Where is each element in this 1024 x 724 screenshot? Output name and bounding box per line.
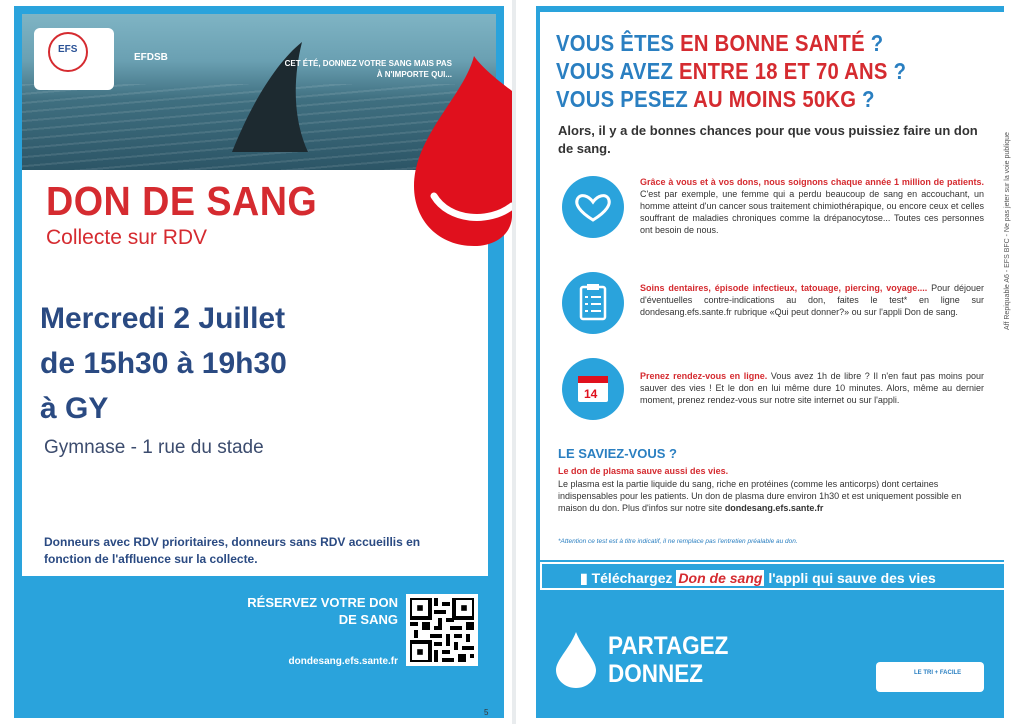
did-you-know-heading: LE SAVIEZ-VOUS ? <box>558 446 677 461</box>
water-drop-icon <box>556 632 596 688</box>
qr-code-icon <box>410 598 474 662</box>
clipboard-icon <box>562 272 624 334</box>
right-page <box>516 0 1024 724</box>
efs-logo-text: EFS <box>58 44 78 55</box>
efdsb-logo-text: EFDSB <box>134 52 168 63</box>
paragraph-appointment: Prenez rendez-vous en ligne. Vous avez 1h de libre ? Il n'en faut pas moins pour sauver des vies ! Et le don en lui même dure 10 minutes. Alors, même au dernier moment, prenez rendez-vous sur notre site internet ou sur l'appli. <box>640 371 984 405</box>
question-age: VOUS AVEZ ENTRE 18 ET 70 ANS ? <box>556 58 907 84</box>
website-link[interactable]: dondesang.efs.sante.fr <box>288 656 398 667</box>
recycling-logo-text: LE TRI + FACILE <box>914 670 962 676</box>
event-time: de 15h30 à 19h30 <box>40 347 287 380</box>
hands-heart-icon <box>562 176 624 238</box>
page-number: 5 <box>484 708 489 717</box>
event-date <box>40 296 287 431</box>
download-app-text[interactable]: ▮ Téléchargez Don de sang l'appli qui sauve des vies <box>580 570 936 586</box>
calendar-icon <box>562 358 624 420</box>
vertical-legal-text: Aff Repiquable A6 - EFS BFC - Ne pas jeter sur la voie publique <box>1004 132 1011 330</box>
priority-note: Donneurs avec RDV prioritaires, donneurs sans RDV accueillis en fonction de l'affluence sur la collecte. <box>44 535 421 566</box>
question-health: VOUS ÊTES EN BONNE SANTÉ ? <box>556 30 884 56</box>
plasma-heading: Le don de plasma sauve aussi des vies. <box>558 466 729 476</box>
paragraph-contraindications: Soins dentaires, épisode infectieux, tatouage, piercing, voyage.... Pour déjouer d'éventuelles contre-indications au don, faites le test* en ligne sur dondesang.efs.sante.fr rubrique «Qui peut donner?» ou sur l'appli Don de sang. <box>640 283 984 317</box>
qr-code[interactable] <box>406 594 478 666</box>
footnote: *Attention ce test est à titre indicatif, il ne remplace pas l'entretien préalable au don. <box>558 538 798 545</box>
recycling-logo <box>876 662 984 692</box>
paragraph-patients: Grâce à vous et à vos dons, nous soignons chaque année 1 million de patients. C'est par exemple, une femme qui a perdu beaucoup de sang en accouchant, un homme atteint d'un cancer sous traitement chimiothérapique, ou encore ceux et celles souffrant de maladies chroniques comme la drépanocytose... Toutes ces personnes ont besoin de nous. <box>640 177 984 235</box>
page-subtitle: Collecte sur RDV <box>46 226 208 249</box>
intro-text: Alors, il y a de bonnes chances pour que vous puissiez faire un don de sang. <box>558 123 978 156</box>
page-title: DON DE SANG <box>46 178 318 224</box>
plasma-text: Le plasma est la partie liquide du sang, riche en protéines (comme les anticorps) dont certaines indispensables pour les patients. Un don de plasma dure environ 1h30 et est uniquement possible en maison du don. Plus d'infos sur notre site dondesang.efs.sante.fr <box>558 479 962 513</box>
phone-icon: ▮ <box>580 570 592 586</box>
event-place: Gymnase - 1 rue du stade <box>44 437 264 458</box>
plasma-site-link[interactable]: dondesang.efs.sante.fr <box>724 503 824 513</box>
svg-text:14: 14 <box>584 387 598 401</box>
question-weight: VOUS PESEZ AU MOINS 50KG ? <box>556 86 875 112</box>
banner-slogan: CET ÉTÉ, DONNEZ VOTRE SANG MAIS PAS À N'IMPORTE QUI... <box>284 59 452 79</box>
reserve-text: RÉSERVEZ VOTRE DON DE SANG <box>247 595 398 627</box>
event-town: à GY <box>40 392 109 425</box>
share-slogan: PARTAGEZ DONNEZ <box>608 632 729 688</box>
blood-drop-icon <box>414 56 512 246</box>
event-day: Mercredi 2 Juillet <box>40 302 286 335</box>
